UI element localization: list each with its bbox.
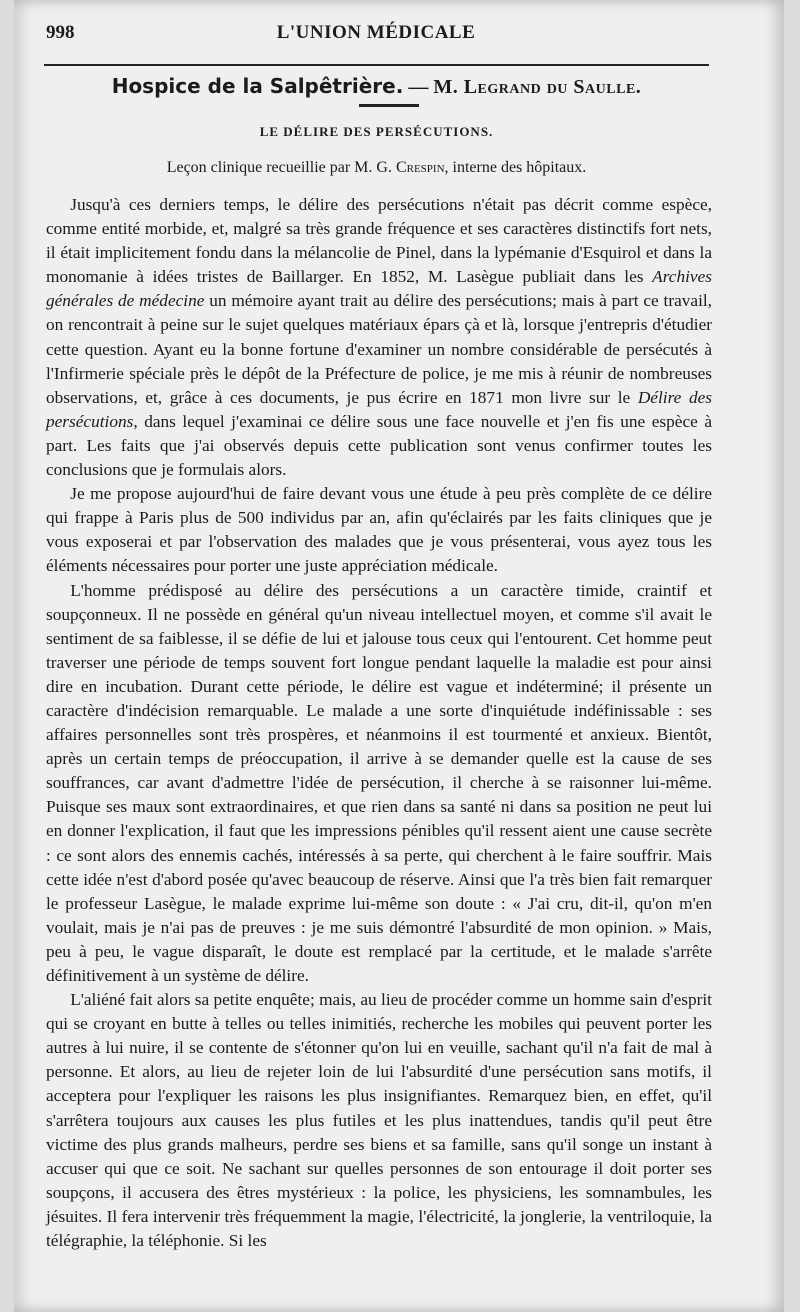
page-header	[46, 22, 706, 52]
section-author: M. Legrand du Saulle.	[433, 76, 642, 98]
header-rule	[44, 64, 709, 66]
page-number: 998	[46, 22, 75, 43]
title-divider	[359, 104, 419, 107]
section-title	[44, 74, 709, 99]
byline-prefix: Leçon clinique recueillie par M. G.	[166, 159, 396, 176]
paragraph-1	[46, 193, 712, 482]
section-separator: —	[403, 76, 434, 98]
byline-name: Crespin	[395, 159, 445, 176]
paragraph-1-citation-book: Délire des persécutions	[46, 387, 712, 431]
paragraph-2: Je me propose aujourd'hui de faire devant vous une étude à peu près complète de ce délire qui frappe à Paris plus de 500 individus par an, afin qu'éclairés par les faits cliniques que je vous exposerai et par l'observation des malades que je vous présenterai, vous ayez tous les éléments nécessaires pour porter une juste appréciation médicale.	[46, 484, 712, 576]
article-body	[46, 193, 712, 1253]
journal-page	[14, 0, 784, 1312]
paragraph-1-part-c: , dans lequel j'examinai ce délire sous une face nouvelle et j'en fis une espèce à part. Les faits que j'ai observés depuis cette publication sont venus confirmer toutes les conclusions que je formulais alors.	[46, 411, 712, 480]
paragraph-4: L'aliéné fait alors sa petite enquête; mais, au lieu de procéder comme un homme sain d'esprit qui se croyant en butte à telles ou telles inimitiés, recherche les mobiles qui peuvent porter les autres à lui nuire, il se contente de s'étonner qu'on lui en veuille, sachant qu'il n'a fait de mal à personne. Et alors, au lieu de rejeter loin de lui l'absurdité d'une persécution sans motifs, il acceptera pour l'expliquer les raisons les plus insignifiantes. Remarquez bien, en effet, qu'il s'arrêtera toujours aux causes les plus futiles et les plus inattendues, tandis qu'il peut être victime des plus grands malheurs, perdre ses biens et sa famille, sans qu'il songe un instant à accuser qui que ce soit. Ne sachant sur quelles personnes de son entourage il doit porter ses soupçons, il accusera des êtres mystérieux : la police, les physiciens, les somnambules, les jésuites. Il fera intervenir très fréquemment la magie, l'électricité, la jonglerie, la ventriloquie, la télégraphie, la téléphonie. Si les	[46, 990, 712, 1251]
lecture-title: LE DÉLIRE DES PERSÉCUTIONS.	[259, 124, 494, 139]
paragraph-1-part-b: un mémoire ayant trait au délire des persécutions; mais à part ce travail, on rencontrait à peine sur le sujet quelques matériaux épars çà et là, lorsque j'entrepris d'étudier cette question. Ayant eu la bonne fortune d'examiner un nombre considérable de persécutés à l'Infirmerie spéciale près le dépôt de la Préfecture de police, je me mis à réunir de nombreuses observations, et, grâce à ces documents, je pus écrire en 1871 mon livre sur le	[46, 291, 712, 407]
section-place: Hospice de la Salpêtrière.	[111, 74, 404, 98]
paragraph-1-part-a: Jusqu'à ces derniers temps, le délire des persécutions n'était pas décrit comme espèce, comme entité morbide, et, malgré sa très grande fréquence et ses caractères distinctifs fort nets, il était implicitement fondu dans la mélancolie de Pinel, dans la lypémanie d'Esquirol et dans la monomanie à idées tristes de Baillarger. En 1852, M. Lasègue publiait dans les	[46, 195, 712, 287]
journal-title: L'UNION MÉDICALE	[276, 22, 476, 43]
paragraph-1-citation-archives: Archives générales de médecine	[46, 267, 712, 311]
paragraph-3: L'homme prédisposé au délire des persécutions a un caractère timide, craintif et soupçonneux. Il ne possède en général qu'un niveau intellectuel moyen, et comme s'il avait le sentiment de sa faiblesse, il se défie de lui et jalouse tous ceux qui l'entourent. Cet homme peut traverser une période de temps souvent fort longue pendant laquelle la maladie est pour ainsi dire en incubation. Durant cette période, le délire est vague et indéterminé; il présente un caractère d'indécision remarquable. Le malade a une sorte d'inquiétude indéfinissable : ses affaires personnelles sont très prospères, et néanmoins il est tourmenté et anxieux. Bientôt, après un certain temps de préoccupation, il arrive à se demander quelle est la cause de ses souffrances, car avant d'admettre l'idée de persécution, il cherche à se raisonner lui-même. Puisque ses maux sont extraordinaires, et que rien dans sa santé ni dans sa position ne peut lui en donner l'explication, il faut que les impressions pénibles qu'il ressent aient une cause secrète : ce sont alors des ennemis cachés, intéressés à sa perte, qui cherchent à le faire souffrir. Mais cette idée n'est d'abord posée qu'avec beaucoup de réserve. Ainsi que l'a très bien fait remarquer le professeur Lasègue, le malade exprime lui-même son doute : « J'ai cru, dit-il, qu'on m'en voulait, mais je n'ai pas de preuves : je me suis démontré l'absurdité de mon opinion. » Mais, peu à peu, le vague disparaît, le doute est remplacé par la certitude, et le malade s'arrête définitivement à un système de délire.	[46, 580, 712, 985]
lecture-byline	[44, 159, 709, 177]
byline-suffix: , interne des hôpitaux.	[444, 159, 587, 176]
